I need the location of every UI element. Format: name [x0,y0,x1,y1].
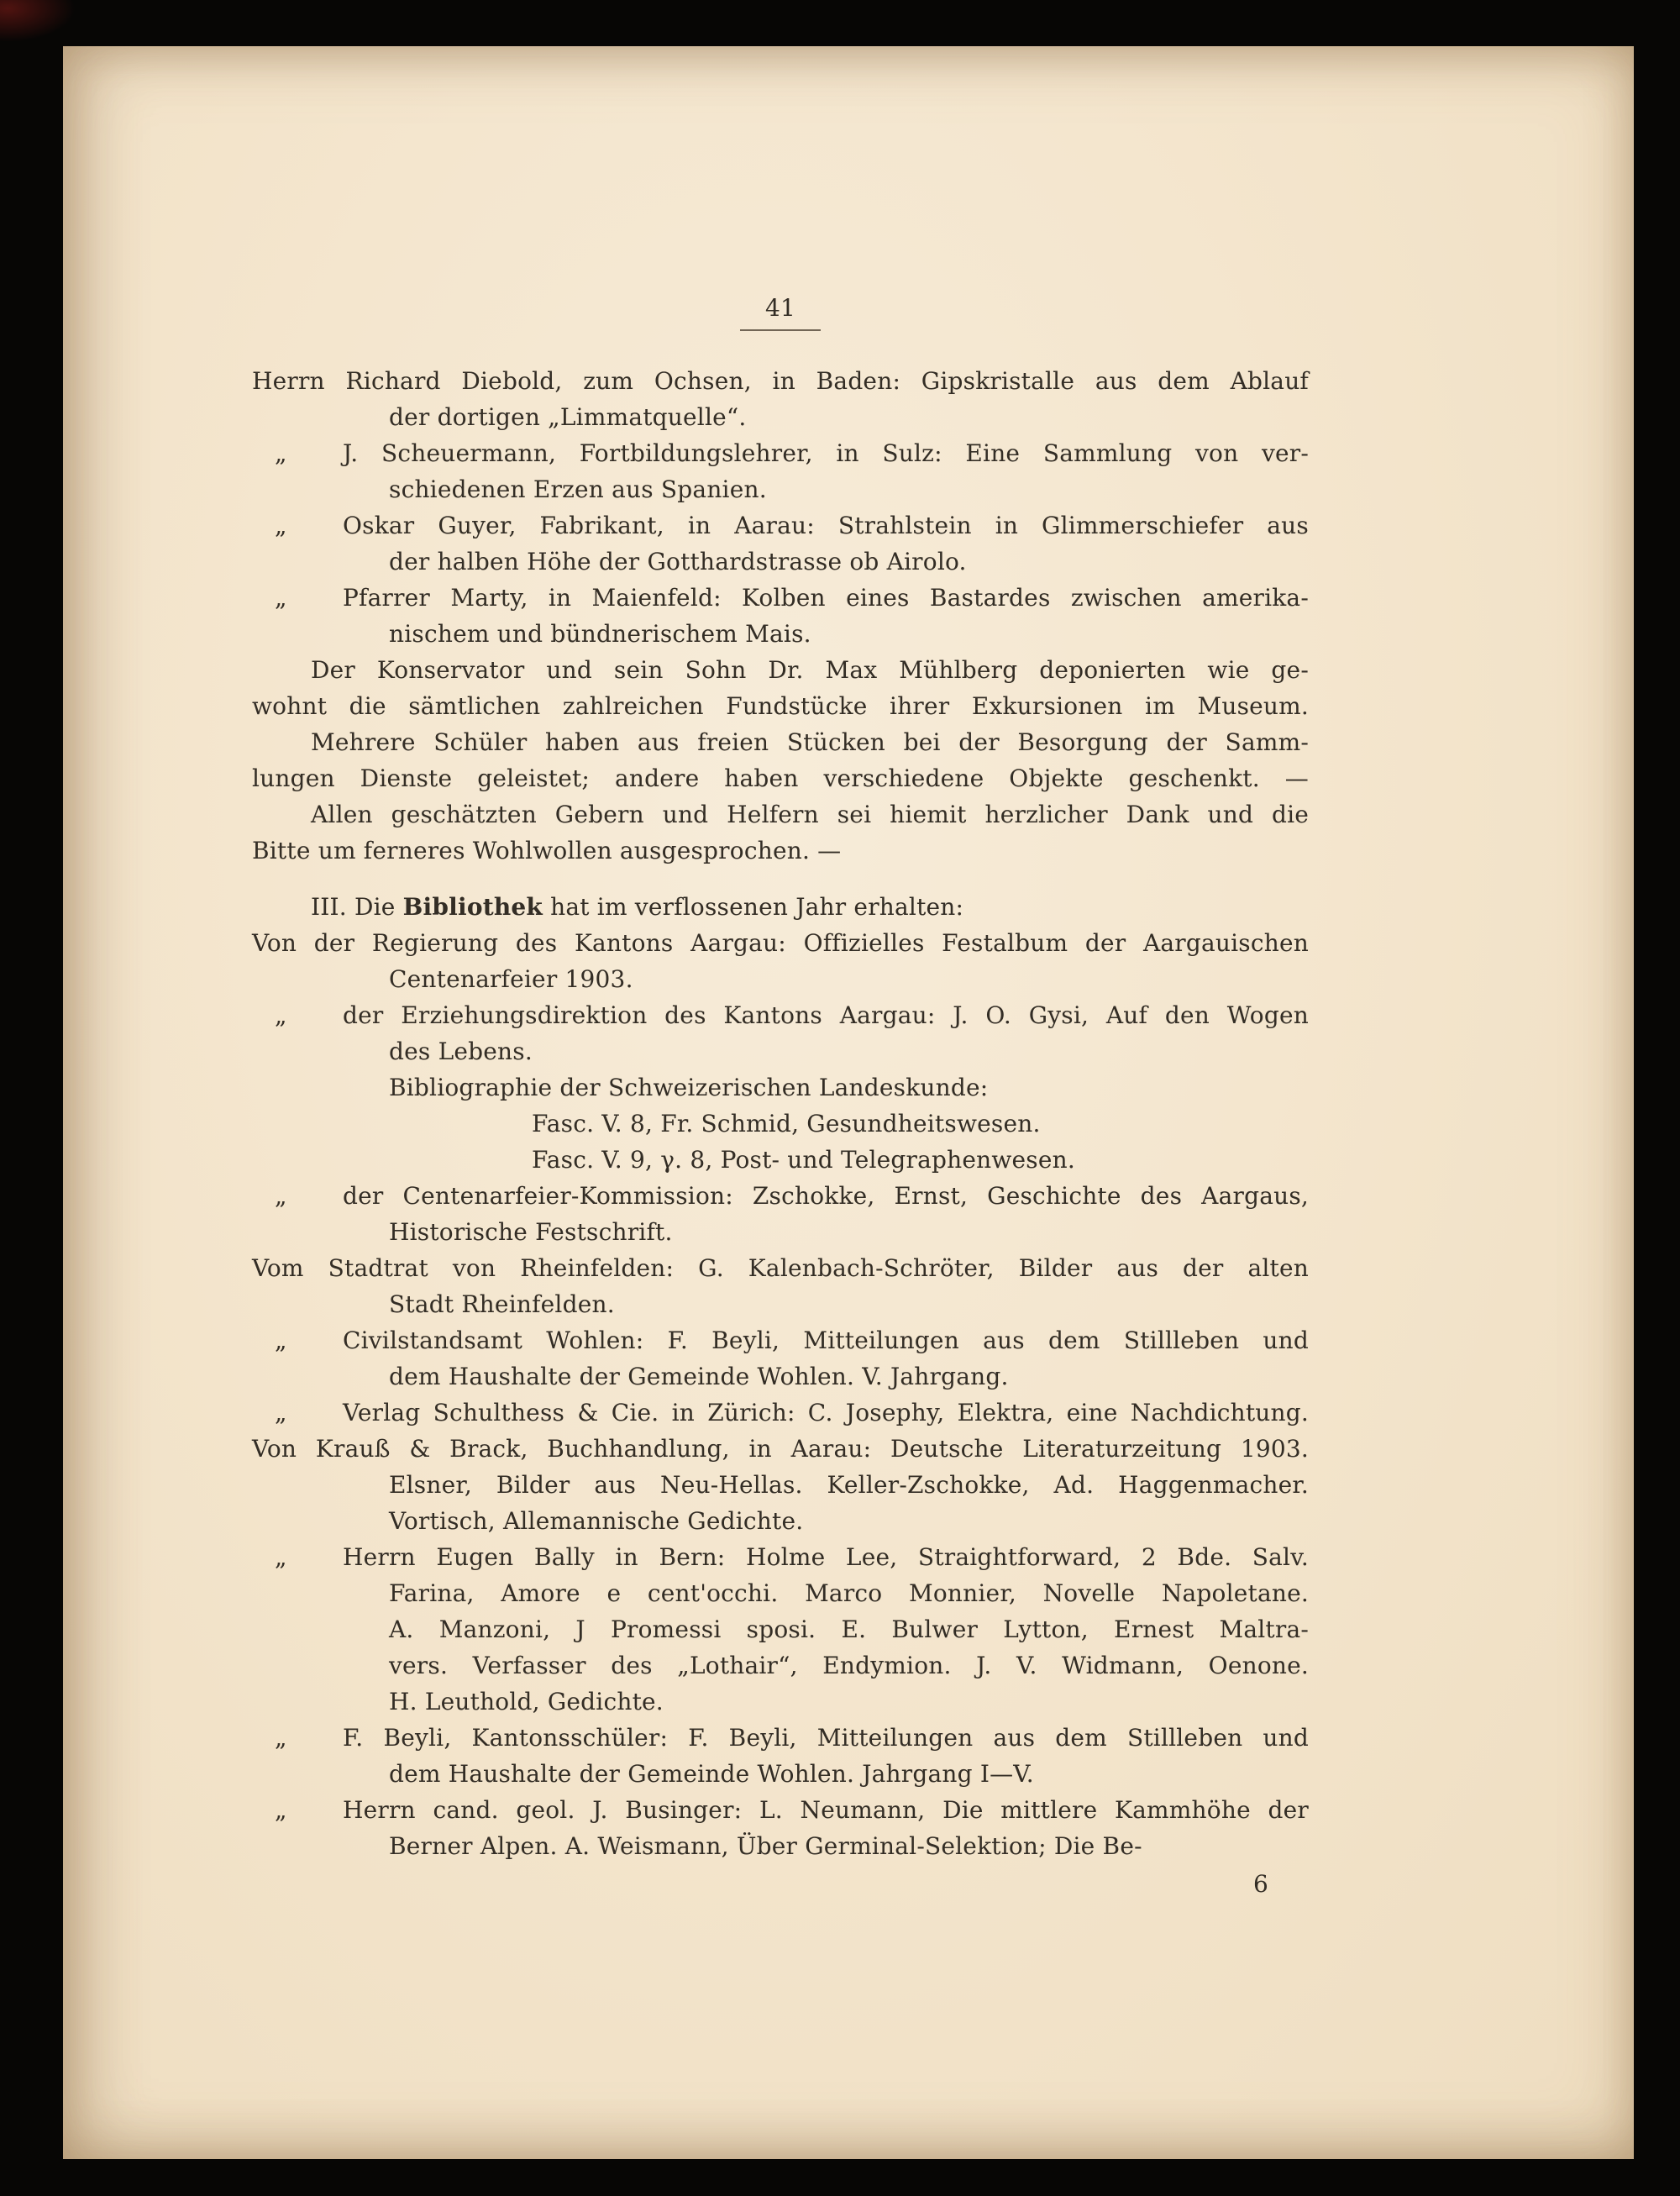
text-line [252,961,1309,997]
entry [252,925,1309,997]
text-line [252,399,1309,435]
text-line [252,507,1309,544]
text-line [252,471,1309,507]
text-line [252,1106,1309,1142]
text-run: des Lebens. [389,1038,533,1065]
text-run: Verlag Schulthess & Cie. in Zürich: C. Josephy, Elektra, eine Nachdichtung. [343,1399,1309,1426]
text-run: Berner Alpen. A. Weismann, Über Germinal-Selektion; Die Be- [389,1832,1142,1860]
entry [252,1431,1309,1539]
text-run: wohnt die sämtlichen zahlreichen Fundstücke ihrer Exkursionen im Museum. [252,692,1309,720]
text-line [252,1467,1309,1503]
text-run: der halben Höhe der Gotthardstrasse ob Airolo. [389,548,967,575]
page-content [252,290,1309,1902]
entry [252,1178,1309,1250]
text-run: Vortisch, Allemannische Gedichte. [389,1507,804,1535]
text-line [252,1250,1309,1286]
entry [252,652,1309,724]
text-line [252,1684,1309,1720]
text-line [252,1539,1309,1575]
text-line [252,1214,1309,1250]
text-line [252,1647,1309,1684]
page-number: 41 [740,290,821,331]
text-line [252,1286,1309,1322]
text-run: H. Leuthold, Gedichte. [389,1688,664,1715]
text-run: Historische Festschrift. [389,1218,673,1246]
ditto-mark: „ [275,1543,287,1571]
signature-mark: 6 [1252,1870,1268,1898]
text-line [252,1033,1309,1069]
text-run: J. Scheuermann, Fortbildungslehrer, in Sulz: Eine Sammlung von ver- [343,439,1309,467]
entry [252,1720,1309,1792]
entry [252,889,1309,925]
ditto-mark: „ [275,584,287,612]
text-run: Elsner, Bilder aus Neu-Hellas. Keller-Zschokke, Ad. Haggenmacher. [389,1471,1309,1499]
text-run: F. Beyli, Kantonsschüler: F. Beyli, Mitteilungen aus dem Stillleben und [343,1724,1309,1752]
document-page [63,46,1634,2159]
text-run: Stadt Rheinfelden. [389,1290,615,1318]
text-run: Bitte um ferneres Wohlwollen ausgesprochen. — [252,837,842,864]
text-line [252,724,1309,760]
text-line [252,435,1309,471]
text-line [252,1395,1309,1431]
text-line [252,688,1309,724]
entry [252,1539,1309,1720]
entry [252,507,1309,580]
text-run: der Erziehungsdirektion des Kantons Aargau: J. O. Gysi, Auf den Wogen [343,1001,1309,1029]
text-run: Pfarrer Marty, in Maienfeld: Kolben eines Bastardes zwischen amerika- [343,584,1309,612]
text-run: lungen Dienste geleistet; andere haben verschiedene Objekte geschenkt. — [252,764,1309,792]
entry [252,997,1309,1069]
text-run: schiedenen Erzen aus Spanien. [389,475,767,503]
text-line [252,616,1309,652]
text-line [252,1792,1309,1828]
text-run: Herrn Richard Diebold, zum Ochsen, in Baden: Gipskristalle aus dem Ablauf [252,367,1309,395]
text-line [252,1358,1309,1395]
entry [252,1792,1309,1864]
text-line [252,1431,1309,1467]
text-run: Fasc. V. 9, γ. 8, Post- und Telegraphenwesen. [532,1146,1075,1174]
ditto-mark: „ [275,439,287,467]
text-line [252,1322,1309,1358]
text-run: dem Haushalte der Gemeinde Wohlen. Jahrgang I—V. [389,1760,1034,1788]
ditto-mark: „ [275,512,287,539]
text-line [252,1142,1309,1178]
text-line [252,544,1309,580]
entry [252,1142,1309,1178]
scanner-edge-artifact [0,0,76,42]
ditto-mark: „ [275,1001,287,1029]
text-line [252,1575,1309,1611]
page-number-row [252,290,1309,331]
text-run: III. Die [311,893,403,921]
entry [252,363,1309,435]
ditto-mark: „ [275,1182,287,1210]
entry [252,796,1309,869]
text-line [252,760,1309,796]
text-line [252,1178,1309,1214]
entry [252,724,1309,796]
text-line [252,580,1309,616]
ditto-mark: „ [275,1796,287,1824]
text-run: Farina, Amore e cent'occhi. Marco Monnier, Novelle Napoletane. [389,1579,1309,1607]
entry [252,1250,1309,1322]
text-run: der Centenarfeier-Kommission: Zschokke, Ernst, Geschichte des Aargaus, [343,1182,1309,1210]
text-run: nischem und bündnerischem Mais. [389,620,811,648]
text-line [252,833,1309,869]
text-line [252,1503,1309,1539]
entry [252,1069,1309,1106]
text-run: Von Krauß & Brack, Buchhandlung, in Aarau: Deutsche Literaturzeitung 1903. [252,1435,1309,1463]
entry [252,1322,1309,1395]
text-run: Von der Regierung des Kantons Aargau: Offizielles Festalbum der Aargauischen [252,929,1309,957]
text-line [252,363,1309,399]
text-line [252,1069,1309,1106]
text-line [252,1611,1309,1647]
text-run: vers. Verfasser des „Lothair“, Endymion. J. V. Widmann, Oenone. [389,1652,1309,1679]
text-run: Vom Stadtrat von Rheinfelden: G. Kalenbach-Schröter, Bilder aus der alten [252,1254,1309,1282]
text-run: Oskar Guyer, Fabrikant, in Aarau: Strahlstein in Glimmerschiefer aus [343,512,1309,539]
text-run: Civilstandsamt Wohlen: F. Beyli, Mitteilungen aus dem Stillleben und [343,1327,1309,1354]
text-line [252,652,1309,688]
text-run: Fasc. V. 8, Fr. Schmid, Gesundheitswesen. [532,1110,1041,1137]
text-run: dem Haushalte der Gemeinde Wohlen. V. Jahrgang. [389,1363,1009,1390]
text-line [252,1828,1309,1864]
text-run: Herrn Eugen Bally in Bern: Holme Lee, Straightforward, 2 Bde. Salv. [343,1543,1309,1571]
entry [252,580,1309,652]
ditto-mark: „ [275,1399,287,1426]
text-run: Allen geschätzten Gebern und Helfern sei hiemit herzlicher Dank und die [311,801,1309,828]
text-run: Herrn cand. geol. J. Businger: L. Neumann, Die mittlere Kammhöhe der [343,1796,1309,1824]
ditto-mark: „ [275,1724,287,1752]
text-line [252,997,1309,1033]
text-line [252,925,1309,961]
entry [252,1395,1309,1431]
text-line [252,1720,1309,1756]
entry [252,435,1309,507]
text-run: Bibliographie der Schweizerischen Landeskunde: [389,1074,989,1101]
text-run: Centenarfeier 1903. [389,965,633,993]
text-run: Mehrere Schüler haben aus freien Stücken bei der Besorgung der Samm- [311,728,1309,756]
text-line [252,796,1309,833]
text-run: Der Konservator und sein Sohn Dr. Max Mühlberg deponierten wie ge- [311,656,1309,684]
text-line [252,889,1309,925]
text-run: der dortigen „Limmatquelle“. [389,403,747,431]
text-run: A. Manzoni, J Promessi sposi. E. Bulwer Lytton, Ernest Maltra- [389,1615,1309,1643]
entry [252,1106,1309,1142]
ditto-mark: „ [275,1327,287,1354]
document-text [252,363,1309,1864]
text-run: hat im verflossenen Jahr erhalten: [543,893,964,921]
text-line [252,1756,1309,1792]
bold-text: Bibliothek [402,893,543,921]
